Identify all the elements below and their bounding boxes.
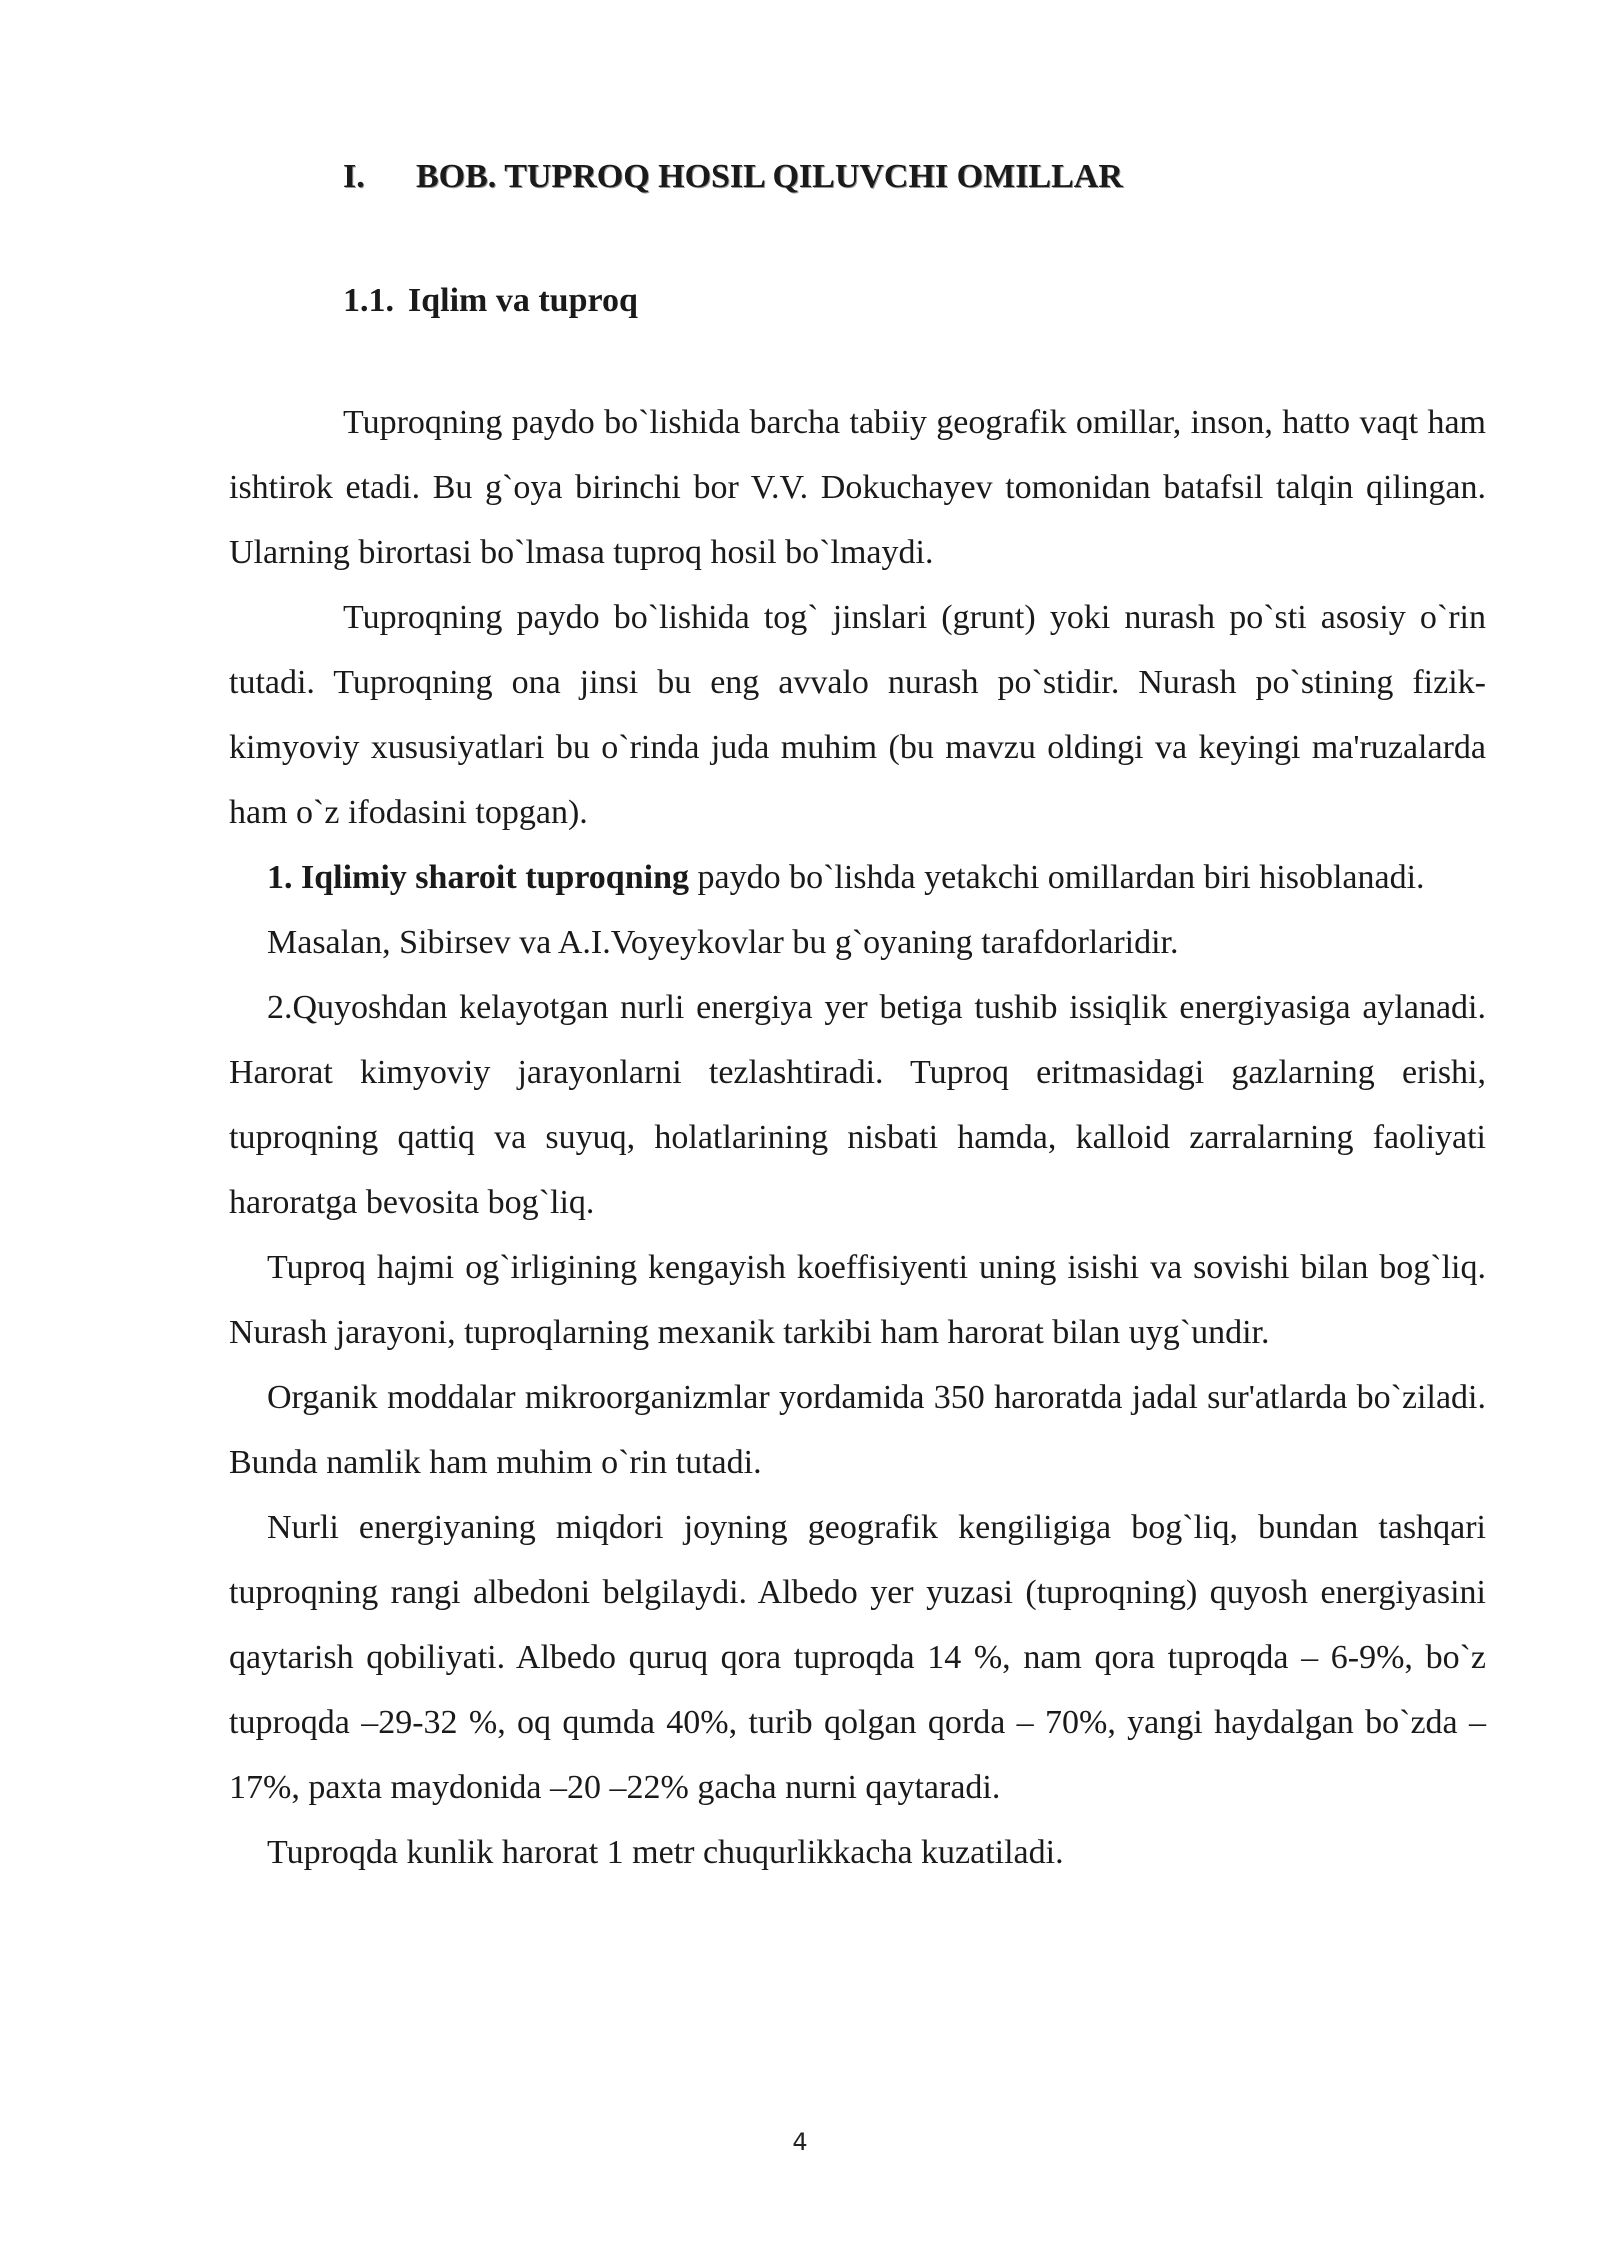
paragraph-3: Masalan, Sibirsev va A.I.Voyeykovlar bu g`oyaning tarafdorlaridir. (267, 924, 1179, 961)
section-heading (343, 274, 1486, 328)
paragraph-5: Tuproq hajmi og`irligining kengayish koeffisiyenti uning isishi va sovishi bilan bog`liq. Nurash jarayoni, tuproqlarning mexanik tarkibi ham harorat bilan uyg`undir. (229, 1249, 1486, 1351)
paragraph-6: Organik moddalar mikroorganizmlar yordamida 350 haroratda jadal sur'atlarda bo`ziladi. Bunda namlik ham muhim o`rin tutadi. (229, 1379, 1486, 1481)
paragraph-8: Tuproqda kunlik harorat 1 metr chuqurlikkacha kuzatiladi. (267, 1834, 1064, 1871)
page-number: 4 (792, 2128, 808, 2156)
chapter-title: BOB. TUPROQ HOSIL QILUVCHI OMILLAR (416, 158, 1123, 195)
climate-factor-rest: paydo bo`lishda yetakchi omillardan biri hisoblanadi. (688, 859, 1425, 896)
paragraph-climate-factor (229, 845, 1486, 910)
paragraph-2: Tuproqning paydo bo`lishida tog` jinslari (grunt) yoki nurash po`sti asosiy o`rin tutadi. Tuproqning ona jinsi bu eng avvalo nurash po`stidir. Nurash po`stining fizik-kimyoviy xususiyatlari bu o`rinda juda muhim (bu mavzu oldingi va keyingi ma'ruzalarda ham o`z ifodasini topgan). (229, 599, 1486, 831)
chapter-heading: I. BOB. TUPROQ HOSIL QILUVCHI OMILLAR (229, 150, 1486, 204)
section-number: 1.1. (343, 282, 394, 319)
climate-factor-bold: 1. Iqlimiy sharoit tuproqning (267, 859, 689, 896)
paragraph-4: 2.Quyoshdan kelayotgan nurli energiya yer betiga tushib issiqlik energiyasiga aylanadi. Harorat kimyoviy jarayonlarni tezlashtiradi. Tuproq eritmasidagi gazlarning erishi, tuproqning qattiq va suyuq, holatlarining nisbati hamda, kalloid zarralarning faoliyati haroratga bevosita bog`liq. (229, 989, 1486, 1221)
body-text (229, 390, 1486, 1885)
paragraph-1: Tuproqning paydo bo`lishida barcha tabiiy geografik omillar, inson, hatto vaqt ham ishtirok etadi. Bu g`oya birinchi bor V.V. Dokuchayev tomonidan batafsil talqin qilingan. Ularning birortasi bo`lmasa tuproq hosil bo`lmaydi. (229, 404, 1486, 571)
page-content (229, 150, 1486, 1885)
section-title: Iqlim va tuproq (408, 282, 638, 319)
paragraph-7: Nurli energiyaning miqdori joyning geografik kengiligiga bog`liq, bundan tashqari tuproqning rangi albedoni belgilaydi. Albedo yer yuzasi (tuproqning) quyosh energiyasini qaytarish qobiliyati. Albedo quruq qora tuproqda 14 %, nam qora tuproqda – 6-9%, bo`z tuproqda –29-32 %, oq qumda 40%, turib qolgan qorda – 70%, yangi haydalgan bo`zda –17%, paxta maydonida –20 –22% gacha nurni qaytaradi. (229, 1509, 1486, 1806)
